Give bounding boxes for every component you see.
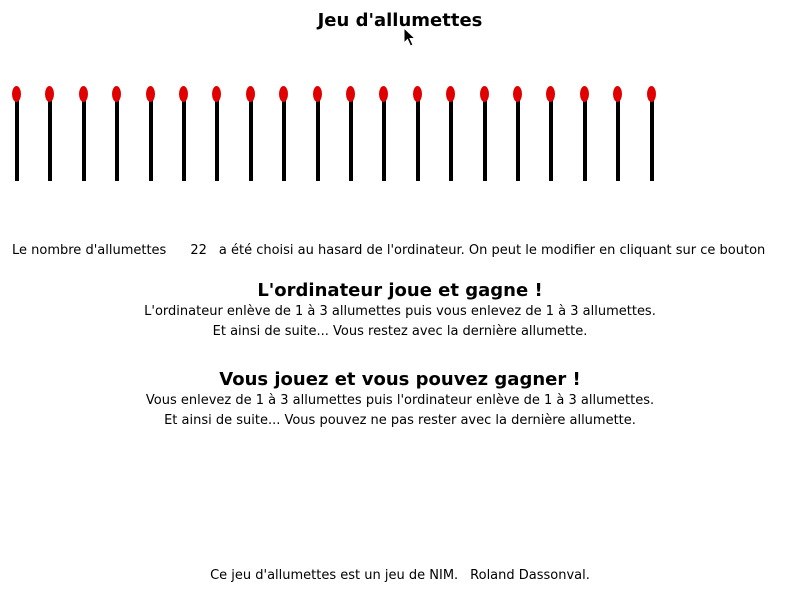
match-head [613, 86, 622, 102]
match-head [112, 86, 121, 102]
match-head [246, 86, 255, 102]
match-stick[interactable] [444, 86, 458, 182]
match-body [549, 98, 553, 181]
match-stick[interactable] [144, 86, 158, 182]
match-stick[interactable] [645, 86, 659, 182]
match-body [182, 98, 186, 181]
you-play-section [0, 369, 800, 430]
match-body [249, 98, 253, 181]
match-body [48, 98, 52, 181]
match-body [115, 98, 119, 181]
count-prefix: Le nombre d'allumettes [12, 243, 167, 258]
mouse-pointer-icon [403, 27, 417, 47]
match-body [316, 98, 320, 181]
match-count-info [12, 243, 765, 258]
match-head [313, 86, 322, 102]
match-body [516, 98, 520, 181]
match-stick[interactable] [411, 86, 425, 182]
match-stick[interactable] [344, 86, 358, 182]
you-play-button[interactable]: Vous jouez et vous pouvez gagner ! [219, 369, 581, 390]
match-stick[interactable] [244, 86, 258, 182]
footer-author: Roland Dassonval. [470, 568, 590, 583]
computer-plays-button[interactable]: L'ordinateur joue et gagne ! [257, 280, 543, 301]
match-body [483, 98, 487, 181]
match-stick[interactable] [210, 86, 224, 182]
match-head [513, 86, 522, 102]
computer-plays-line2: Et ainsi de suite... Vous restez avec la dernière allumette. [212, 324, 588, 339]
footer-text: Ce jeu d'allumettes est un jeu de NIM. [210, 568, 459, 583]
match-head [279, 86, 288, 102]
match-count-button[interactable]: 22 [190, 243, 207, 258]
match-stick[interactable] [611, 86, 625, 182]
match-stick[interactable] [511, 86, 525, 182]
match-head [580, 86, 589, 102]
match-stick[interactable] [544, 86, 558, 182]
match-stick[interactable] [43, 86, 57, 182]
match-stick[interactable] [311, 86, 325, 182]
match-body [15, 98, 19, 181]
match-head [212, 86, 221, 102]
match-head [546, 86, 555, 102]
match-stick[interactable] [277, 86, 291, 182]
match-body [650, 98, 654, 181]
matches-row [10, 86, 670, 182]
match-head [79, 86, 88, 102]
match-stick[interactable] [177, 86, 191, 182]
match-head [446, 86, 455, 102]
match-body [215, 98, 219, 181]
match-head [647, 86, 656, 102]
match-body [149, 98, 153, 181]
you-play-line1: Vous enlevez de 1 à 3 allumettes puis l'ordinateur enlève de 1 à 3 allumettes. [145, 393, 655, 408]
match-stick[interactable] [377, 86, 391, 182]
match-head [346, 86, 355, 102]
match-body [583, 98, 587, 181]
match-body [616, 98, 620, 181]
match-head [480, 86, 489, 102]
match-body [82, 98, 86, 181]
match-body [282, 98, 286, 181]
match-body [416, 98, 420, 181]
footer [0, 568, 800, 583]
match-stick[interactable] [10, 86, 24, 182]
you-play-line2: Et ainsi de suite... Vous pouvez ne pas rester avec la dernière allumette. [164, 413, 636, 428]
count-suffix: a été choisi au hasard de l'ordinateur. On peut le modifier en cliquant sur ce bouton [218, 243, 766, 258]
match-head [413, 86, 422, 102]
match-head [45, 86, 54, 102]
match-body [382, 98, 386, 181]
match-stick[interactable] [478, 86, 492, 182]
match-stick[interactable] [578, 86, 592, 182]
match-head [146, 86, 155, 102]
computer-plays-section [0, 280, 800, 341]
computer-plays-line1: L'ordinateur enlève de 1 à 3 allumettes puis vous enlevez de 1 à 3 allumettes. [144, 304, 656, 319]
match-stick[interactable] [77, 86, 91, 182]
match-body [349, 98, 353, 181]
match-body [449, 98, 453, 181]
match-stick[interactable] [110, 86, 124, 182]
page-title: Jeu d'allumettes [317, 10, 483, 31]
match-head [12, 86, 21, 102]
match-head [379, 86, 388, 102]
match-head [179, 86, 188, 102]
